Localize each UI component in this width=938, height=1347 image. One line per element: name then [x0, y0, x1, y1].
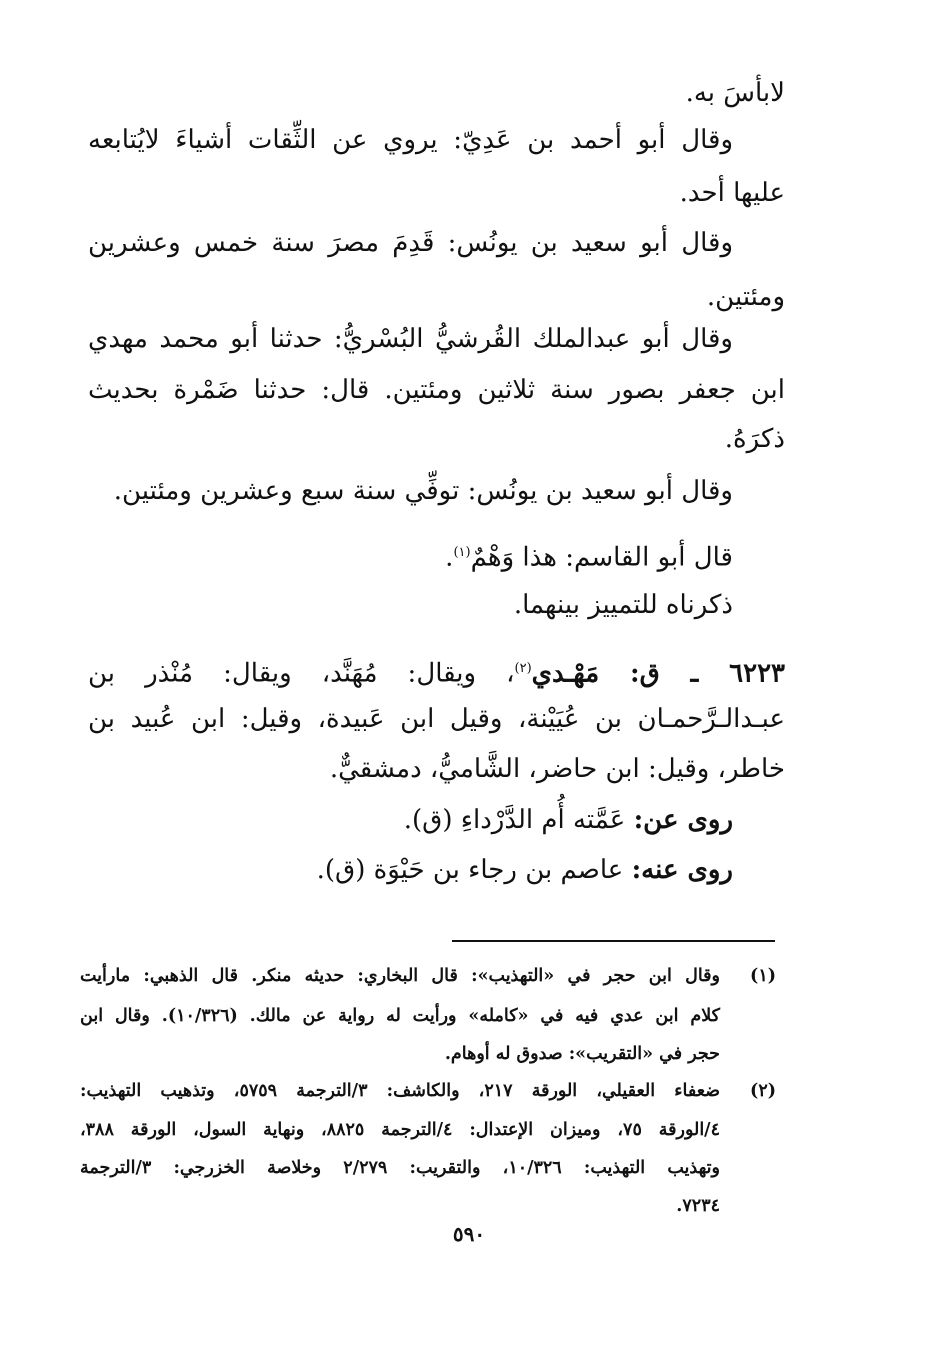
body-line: لابأسَ به. — [685, 78, 785, 108]
body-line: ذكرَهُ. — [724, 424, 785, 454]
body-line: وقال أبو سعيد بن يونُس: توفِّي سنة سبع وعشرين ومئتين. — [113, 476, 733, 506]
entry-heading-line — [88, 652, 785, 691]
footnote-number: (١) — [750, 966, 776, 986]
body-line: ومئتين. — [706, 282, 785, 312]
narrated-from-value: عَمَّته أُم الدَّرْداءِ (ق). — [403, 805, 634, 835]
footnote-line: ٤/الورقة ٧٥، وميزان الإعتدال: ٤/الترجمة ٨٨٢٥، ونهاية السول، الورقة ٣٨٨، — [80, 1120, 720, 1140]
entry-names: ، ويقال: مُهَنَّد، ويقال: مُنْذر بن — [88, 658, 515, 689]
footnote-line: ٧٢٣٤. — [676, 1196, 720, 1216]
narrated-by-line — [317, 853, 733, 887]
narrated-from-label: روى عن: — [633, 805, 733, 835]
narrated-by-label: روى عنه: — [631, 855, 733, 885]
footnote-line: حجر في «التقريب»: صدوق له أوهام. — [444, 1044, 720, 1064]
narrated-from-line — [404, 803, 733, 837]
footnote-number: (٢) — [750, 1081, 776, 1101]
body-line: ذكرناه للتمييز بينهما. — [513, 590, 733, 620]
quote-text: قال أبو القاسم: هذا وَهْمٌ — [470, 542, 733, 573]
footnote-line: وقال ابن حجر في «التهذيب»: قال البخاري: حديثه منكر. قال الذهبي: مارأيت — [80, 966, 720, 986]
entry-number: ٦٢٢٣ ـ ق: مَهْـدي — [531, 658, 785, 689]
footnote-line: ضعفاء العقيلي، الورقة ٢١٧، والكاشف: ٣/الترجمة ٥٧٥٩، وتذهيب التهذيب: — [80, 1081, 720, 1101]
body-line: وقال أبو سعيد بن يونُس: قَدِمَ مصرَ سنة خمس وعشرين — [88, 228, 733, 258]
body-line: خاطر، وقيل: ابن حاضر، الشَّاميُّ، دمشقيٌّ. — [329, 754, 785, 784]
footnote-line: وتهذيب التهذيب: ١٠/٣٢٦، والتقريب: ٢/٢٧٩ وخلاصة الخزرجي: ٣/الترجمة — [80, 1158, 720, 1178]
footnote-ref-1: (١) — [453, 545, 471, 560]
body-line — [445, 536, 733, 575]
body-line: وقال أبو عبدالملك القُرشيُّ البُسْريُّ: حدثنا أبو محمد مهدي — [88, 324, 733, 354]
body-line: عليها أحد. — [679, 178, 785, 208]
footnote-ref-2: (٢) — [514, 661, 532, 676]
footnote-separator — [452, 940, 775, 942]
period-mark: . — [445, 542, 454, 573]
body-line: عبـدالـرَّحمـان بن عُيَيْنة، وقيل ابن عَبيدة، وقيل: ابن عُبيد بن — [88, 704, 785, 734]
narrated-by-value: عاصم بن رجاء بن حَيْوَة (ق). — [316, 855, 632, 885]
body-line: وقال أبو أحمد بن عَدِيّ: يروي عن الثِّقات أشياءَ لايُتابعه — [88, 125, 733, 155]
footnote-line: كلام ابن عدي فيه في «كامله» ورأيت له رواية عن مالك. (١٠/٣٢٦). وقال ابن — [80, 1006, 720, 1026]
page-number: ٥٩٠ — [452, 1222, 486, 1246]
body-line: ابن جعفر بصور سنة ثلاثين ومئتين. قال: حدثنا ضَمْرة بحديث — [88, 375, 785, 405]
